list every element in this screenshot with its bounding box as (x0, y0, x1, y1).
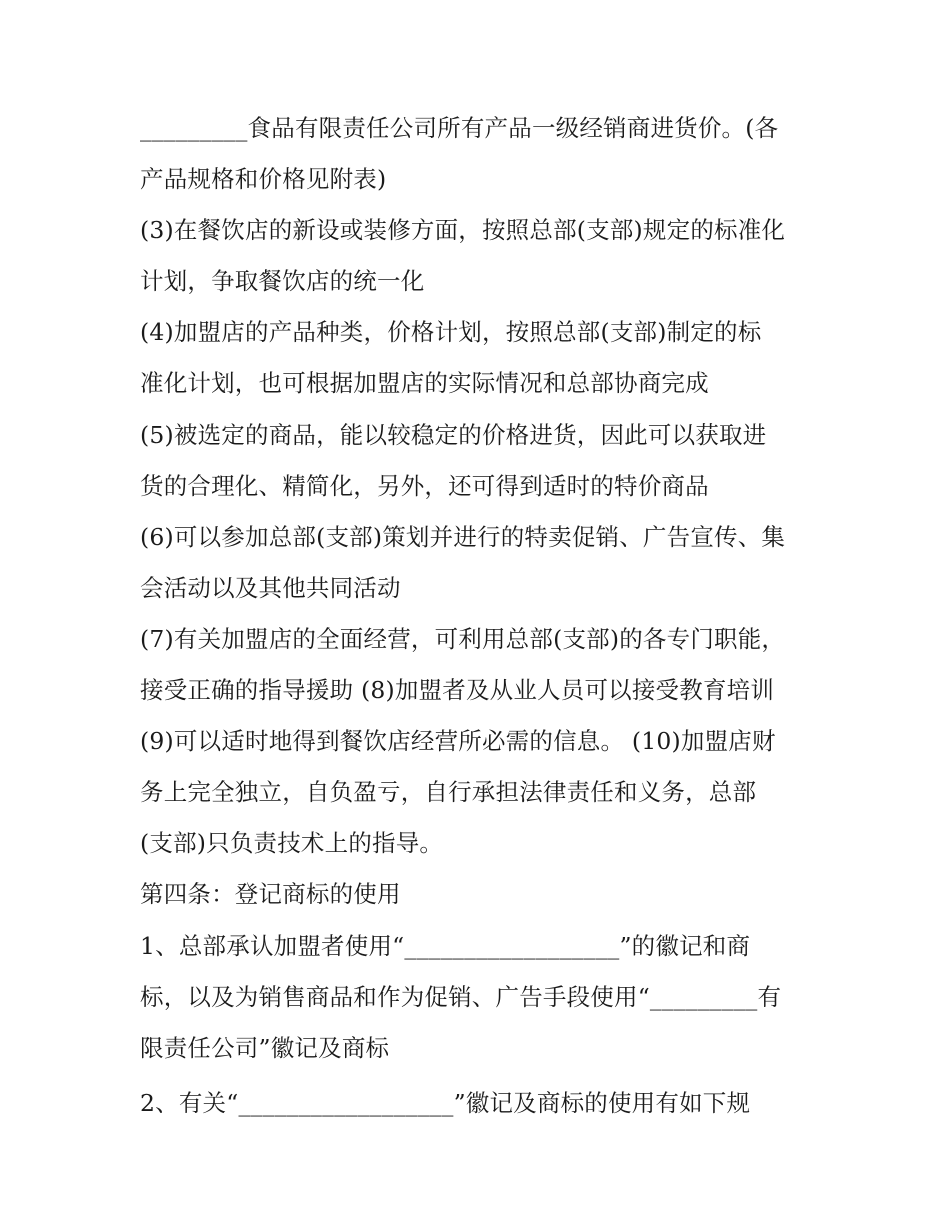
text-line: 务上完全独立，自负盈亏，自行承担法律责任和义务，总部 (140, 778, 757, 807)
text-line: 1、总部承认加盟者使用“__________________”的徽记和商 (140, 931, 751, 960)
section-heading: 第四条：登记商标的使用 (140, 880, 401, 909)
text-line: (支部)只负责技术上的指导。 (140, 829, 444, 858)
text-line: 2、有关“__________________”徽记及商标的使用有如下规 (140, 1088, 751, 1117)
text-line: (7)有关加盟店的全面经营，可利用总部(支部)的各专门职能， (140, 624, 786, 653)
text-line: 计划，争取餐饮店的统一化 (140, 267, 425, 296)
document-body (140, 103, 820, 1129)
text-line: 会活动以及其他共同活动 (140, 573, 401, 602)
text-line: _________食品有限责任公司所有产品一级经销商进货价。(各 (140, 114, 779, 142)
text-line: (9)可以适时地得到餐饮店经营所必需的信息。 (10)加盟店财 (140, 727, 776, 756)
text-line: (6)可以参加总部(支部)策划并进行的特卖促销、广告宣传、集 (140, 522, 786, 551)
text-line: 标，以及为销售商品和作为促销、广告手段使用“_________有 (140, 982, 782, 1011)
text-line: (3)在餐饮店的新设或装修方面，按照总部(支部)规定的标准化 (140, 216, 786, 245)
text-line: (4)加盟店的产品种类，价格计划，按照总部(支部)制定的标 (140, 318, 762, 347)
text-line: 接受正确的指导援助 (8)加盟者及从业人员可以接受教育培训 (140, 676, 775, 705)
text-line: 限责任公司”徽记及商标 (140, 1033, 390, 1062)
text-line: 货的合理化、精简化，另外，还可得到适时的特价商品 (140, 471, 709, 500)
text-line: (5)被选定的商品，能以较稳定的价格进货，因此可以获取进 (140, 420, 767, 449)
text-line: 准化计划，也可根据加盟店的实际情况和总部协商完成 (140, 369, 709, 398)
text-line: 产品规格和价格见附表) (140, 165, 387, 194)
